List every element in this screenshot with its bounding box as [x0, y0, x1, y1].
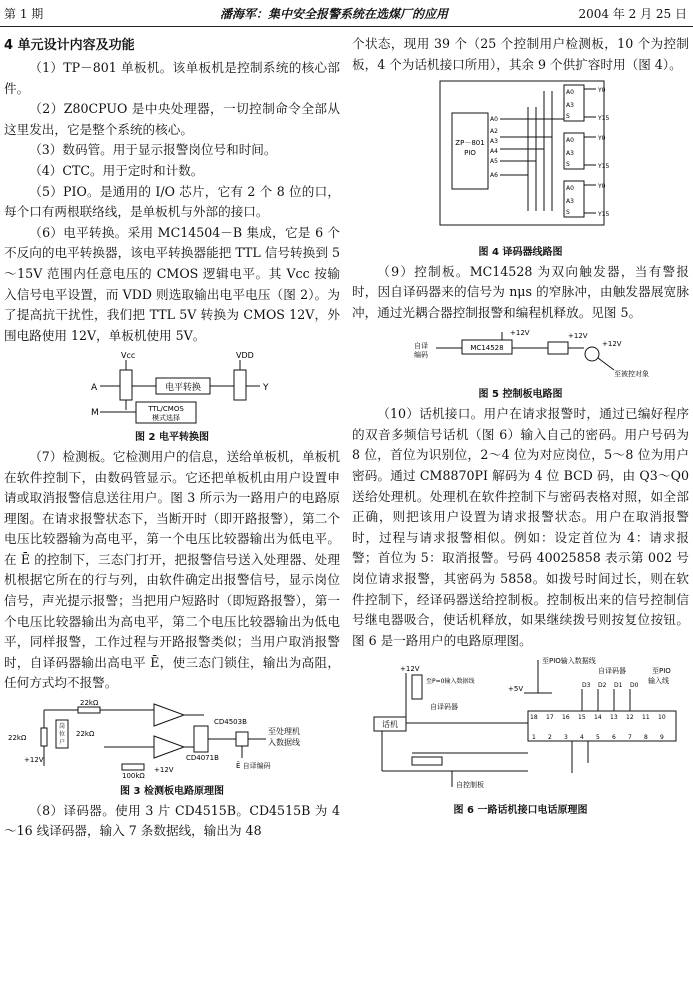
figure-3	[4, 696, 340, 799]
para-9: （9）控制板。MC14528 为双向触发器，当有警报时，因自译码器来的信号为 nμs 的窄脉冲，由触发器展宽脉冲，通过光耦合器控制报警和编程机释放。见图 5。	[352, 263, 689, 320]
phone-interface-diagram	[352, 653, 689, 797]
out-label-1: 至处理机	[268, 727, 300, 737]
conv-label: 电平转换	[164, 383, 202, 394]
pin-a0: A0	[490, 116, 498, 124]
v1-label: +12V	[510, 328, 530, 337]
r1-label: 22kΩ	[80, 699, 99, 708]
right-column	[352, 34, 689, 820]
pin-bot-3: 3	[564, 734, 568, 742]
pin-bot-2: 2	[548, 734, 552, 742]
top-label: 至PIO输入数据线	[542, 657, 596, 666]
v2-label: +12V	[568, 331, 588, 340]
src-label-1: 自译	[414, 341, 428, 350]
chip-label-2: PIO	[464, 149, 476, 158]
pin-top-13: 13	[610, 714, 618, 722]
y15-label-1: Y15	[598, 115, 610, 123]
vdd-label: VDD	[236, 351, 254, 361]
pin-a2: A2	[490, 128, 498, 136]
left-column	[4, 34, 340, 842]
d0-label: D0	[630, 682, 639, 690]
figure-6	[352, 653, 689, 818]
pin-a5: A5	[490, 158, 498, 166]
v12-label: +12V	[400, 665, 420, 674]
pio-label: 至PIO	[652, 667, 671, 676]
pin-top-10: 10	[658, 714, 666, 722]
pin-top-11: 11	[642, 714, 650, 722]
d2-label: D2	[598, 682, 607, 690]
chip-label-1: ZP－801	[455, 139, 485, 148]
pin-a3: A3	[490, 138, 498, 146]
para-7: （7）检测板。它检测用户的信息，送给单板机，单板机在软件控制下，由数码管显示。它还把单板机由用户设置申请或取消报警信息送往用户。图 3 所示为一路用户的电路原理图。在请求报警状态下，当断开时（即开路报警），第二个电压比较器输为高电平，第一个电压比较器输出为低电平。在 Ē 的控制下，三态门打开，把报警信号送入处理器、处理机根据它所在的行与列，由软件确定出报警信号，显示岗位信号，声光提示报警；当把用户短路时（即短路报警），第一个电压比较器输出为高电平，第二个电压比较器输出为低电平，同样报警，工作过程与开路报警类似；当用户取消报警时，自译码器输出高电平 Ē，使三态门锁住，输出为高阻，任何方式均不报警。	[4, 448, 340, 691]
src-label-2: 编码	[414, 350, 428, 359]
level-converter-diagram	[4, 348, 340, 424]
figure-5	[352, 326, 689, 403]
figure-4-caption: 图 4 译码器线路图	[478, 246, 563, 258]
m-label: M	[91, 408, 99, 419]
para-3: （3）数码管。用于显示报警岗位号和时间。	[29, 142, 277, 158]
phone-label: 话机	[382, 720, 398, 730]
figure-2	[4, 348, 340, 445]
para-10: （10）话机接口。用户在请求报警时，通过已编好程序的双音多频信号话机（图 6）输入自己的密码。用户号码为 8 位，首位为识别位，2～4 位为对应岗位，5～8 位为用户密码。通过 CM8870PI 解码为 4 位 BCD 码，由 Q3～Q0 送给处理机。处理机在软件控制下与密码表格对照，如全部正确，则把该用户设置为请求报警状态。用户在取消报警时，过程与请求报警相似。例如：设定首位为 4：请求报警；首位为 5：取消报警。号码 40025858 表示第 002 号岗位请求报警，其密码为 5858。如拨号时间过长，则在软件控制下，经译码器送给控制板。控制板出来的信号控制信号继电器吸合，使话机释放，如果继续拨号则按复位按钮。图 6 是一路用户的电路原理图。	[352, 406, 689, 648]
v12b-label: +12V	[154, 766, 174, 775]
figure-6-caption: 图 6 一路话机接口电话原理图	[453, 804, 588, 816]
vcc-label: Vcc	[121, 351, 136, 361]
para-4: （4）CTC。用于定时和计数。	[29, 162, 204, 178]
post-label-2: 位	[58, 731, 66, 739]
dec2-a0: A0	[566, 137, 574, 145]
dec1-a0: A0	[566, 89, 574, 97]
pin-top-15: 15	[578, 714, 586, 722]
pin-top-17: 17	[546, 714, 554, 722]
pin-bot-6: 6	[612, 734, 616, 742]
post-label-3: 户	[58, 739, 66, 747]
y0-label-1: Y0	[598, 87, 606, 95]
d1-label: D1	[614, 682, 623, 690]
para-5: （5）PIO。是通用的 I/O 芯片，它有 2 个 8 位的口，每个口有两根联络线，是单板机与外部的接口。	[4, 183, 340, 220]
dec1-a3: A3	[566, 102, 574, 110]
pin-top-14: 14	[594, 714, 602, 722]
sel-label-1: TTL/CMOS	[148, 405, 184, 414]
detection-board-diagram	[4, 696, 340, 778]
out-label-2: 入数据线	[268, 738, 300, 748]
pin-bot-9: 9	[660, 734, 664, 742]
pin-a4: A4	[490, 148, 498, 156]
y0-label-2: Y0	[598, 135, 606, 143]
ic1-label: CD4503B	[214, 718, 247, 727]
figure-3-caption: 图 3 检测板电路原理图	[120, 785, 224, 797]
r3-label: 22kΩ	[76, 730, 95, 739]
v5-label: +5V	[508, 685, 524, 694]
a-label: A	[91, 383, 98, 394]
decoder-diagram	[352, 77, 689, 239]
out-label: 至被控对象	[614, 369, 649, 378]
issue-date: 2004 年 2 月 25 日	[578, 7, 687, 21]
pin-bot-8: 8	[644, 734, 648, 742]
issue-label: 第 1 期	[4, 7, 44, 21]
pin-bot-5: 5	[596, 734, 600, 742]
ic-label: MC14528	[470, 343, 504, 352]
v12-label: +12V	[24, 756, 44, 765]
para-6: （6）电平转换。采用 MC14504－B 集成，它是 6 个不反向的电平转换器，该电平转换器能把 TTL 信号转换到 5～15V 范围内任意电压的 CMOS 逻辑电平。其 Vcc 按输入信号电平设置，而 VDD 则选取输出电平电压（图 2）。为了提高抗干扰性，我们把 TTL 5V 转换为 CMOS 12V，外围电路使用 12V，单板机使用 5V。	[4, 224, 340, 343]
section-heading: 4 单元设计内容及功能	[4, 38, 135, 53]
dec2-a3: A3	[566, 150, 574, 158]
para-8-cont: 个状态，现用 39 个（25 个控制用户检测板，10 个为控制板，4 个为话机接口所用），其余 9 个供扩容时用（图 4）。	[352, 36, 689, 72]
pio-label-2: 输入线	[648, 677, 669, 686]
figure-2-caption: 图 2 电平转换图	[135, 431, 209, 443]
y15-label-3: Y15	[598, 211, 610, 219]
para-8: （8）译码器。使用 3 片 CD4515B。CD4515B 为 4～16 线译码器，输入 7 条数据线，输出为 48	[4, 802, 340, 839]
control-board-diagram	[352, 326, 689, 382]
p0-label: 至P=0输入数据线	[426, 678, 475, 686]
dec1-label: 自译码器	[430, 703, 458, 712]
dec3-a0: A0	[566, 185, 574, 193]
ctrl-label: 自控制板	[456, 781, 484, 790]
y0-label-3: Y0	[598, 183, 606, 191]
dec3-a3: A3	[566, 198, 574, 206]
dec2-label: 自译码器	[598, 667, 626, 676]
pin-top-18: 18	[530, 714, 538, 722]
pin-bot-4: 4	[580, 734, 584, 742]
pin-a6: A6	[490, 172, 498, 180]
figure-4	[352, 77, 689, 260]
figure-5-caption: 图 5 控制板电路图	[478, 389, 563, 401]
pin-top-16: 16	[562, 714, 570, 722]
pin-bot-7: 7	[628, 734, 632, 742]
dec2-s: S	[566, 161, 570, 169]
r4-label: 100kΩ	[122, 772, 145, 779]
v3-label: +12V	[602, 339, 622, 348]
r2-label: 22kΩ	[8, 734, 27, 743]
ic2-label: CD4071B	[186, 754, 219, 763]
y15-label-2: Y15	[598, 163, 610, 171]
d3-label: D3	[582, 682, 591, 690]
pin-bot-1: 1	[532, 734, 536, 742]
dec3-s: S	[566, 209, 570, 217]
post-label-1: 岗	[58, 723, 66, 731]
pin-top-12: 12	[626, 714, 634, 722]
sel-label-2: 模式选择	[152, 414, 180, 423]
y-label: Y	[263, 383, 269, 394]
page-header	[0, 0, 693, 27]
running-title: 潘海军：集中安全报警系统在选煤厂的应用	[220, 7, 449, 21]
dec-label: Ē 自译编码	[236, 762, 271, 771]
para-1: （1）TP－801 单板机。该单板机是控制系统的核心部件。	[4, 60, 340, 96]
dec1-s: S	[566, 113, 570, 121]
para-2: （2）Z80CPUO 是中央处理器，一切控制命令全部从这里发出，它是整个系统的核心。	[4, 101, 340, 137]
